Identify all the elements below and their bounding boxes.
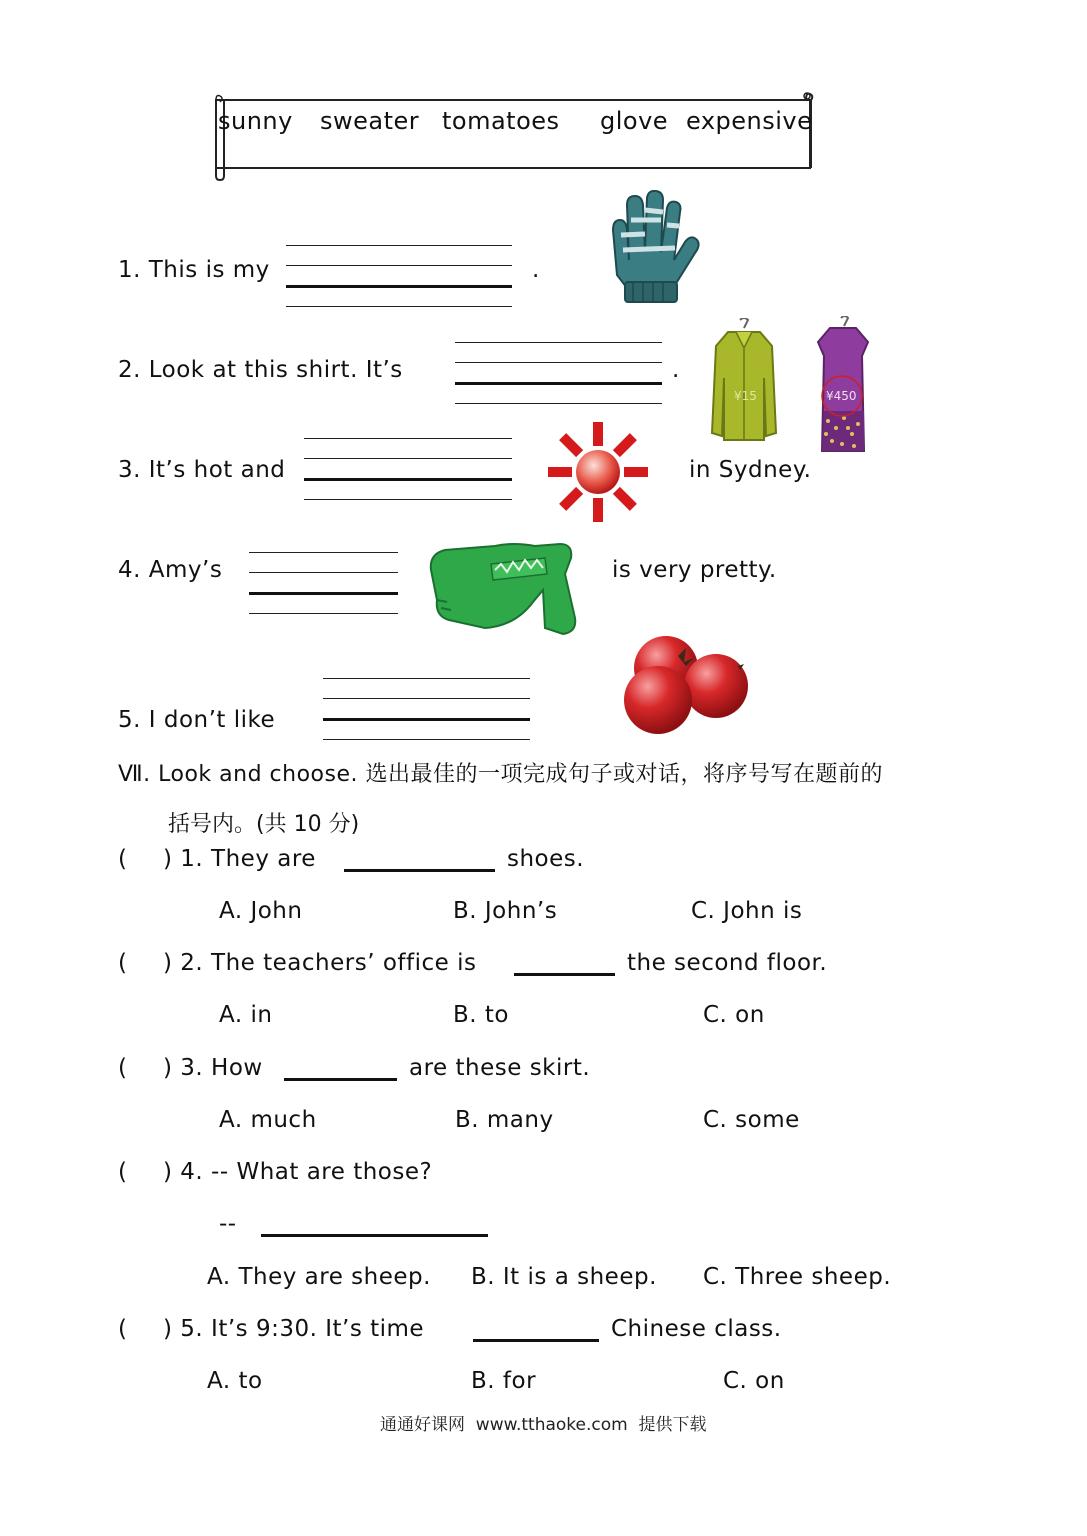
question-3-blank[interactable] xyxy=(284,1078,397,1081)
writing-lines-2[interactable] xyxy=(455,342,662,406)
sweater-icon xyxy=(425,540,577,638)
question-1-stem: ) 1. They are xyxy=(163,846,316,872)
fill-in-4-end: is very pretty. xyxy=(612,557,777,583)
fill-in-1-end: . xyxy=(532,257,540,283)
word-bank-item: glove xyxy=(600,107,669,135)
word-bank xyxy=(210,90,815,182)
question-3-option-a[interactable]: A. much xyxy=(219,1107,317,1133)
scroll-frame xyxy=(210,90,815,182)
shirt-icon xyxy=(710,318,778,443)
question-3-stem: ) 3. How xyxy=(163,1055,263,1081)
fill-in-5-text: 5. I don’t like xyxy=(118,707,276,733)
question-5-option-b[interactable]: B. for xyxy=(471,1368,537,1394)
question-1-option-c[interactable]: C. John is xyxy=(691,898,803,924)
answer-paren: ( xyxy=(118,1159,128,1185)
shirt-price-tag: ¥15 xyxy=(734,389,757,403)
question-1-stem-end: shoes. xyxy=(507,846,585,872)
question-1-blank[interactable] xyxy=(344,869,495,872)
writing-lines-3[interactable] xyxy=(304,438,512,502)
section-7-title-cont: 括号内。(共 10 分) xyxy=(168,812,360,837)
word-bank-item: expensive xyxy=(686,107,813,135)
question-4-stem: ) 4. -- What are those? xyxy=(163,1159,433,1185)
writing-lines-4[interactable] xyxy=(249,552,398,616)
question-4-option-b[interactable]: B. It is a sheep. xyxy=(471,1264,657,1290)
question-2-stem: ) 2. The teachers’ office is xyxy=(163,950,477,976)
dress-price-tag: ¥450 xyxy=(826,389,857,403)
question-4-option-a[interactable]: A. They are sheep. xyxy=(207,1264,431,1290)
writing-lines-1[interactable] xyxy=(286,245,512,309)
question-5-option-a[interactable]: A. to xyxy=(207,1368,263,1394)
answer-paren: ( xyxy=(118,1055,128,1081)
question-1-option-a[interactable]: A. John xyxy=(219,898,303,924)
question-4-blank[interactable] xyxy=(261,1234,488,1237)
glove-icon xyxy=(605,190,700,305)
word-bank-item: tomatoes xyxy=(442,107,560,135)
word-bank-item: sweater xyxy=(320,107,420,135)
fill-in-3-text: 3. It’s hot and xyxy=(118,457,286,483)
writing-lines-5[interactable] xyxy=(323,678,530,742)
answer-paren: ( xyxy=(118,1316,128,1342)
question-2-option-b[interactable]: B. to xyxy=(453,1002,509,1028)
section-7-title: Ⅶ. Look and choose. 选出最佳的一项完成句子或对话，将序号写在题前的 xyxy=(118,762,883,787)
question-5-option-c[interactable]: C. on xyxy=(723,1368,785,1394)
question-2-stem-end: the second floor. xyxy=(627,950,828,976)
fill-in-4-text: 4. Amy’s xyxy=(118,557,223,583)
question-5-stem-end: Chinese class. xyxy=(611,1316,782,1342)
fill-in-3-end: in Sydney. xyxy=(689,457,812,483)
fill-in-1-text: 1. This is my xyxy=(118,257,270,283)
word-bank-item: sunny xyxy=(218,107,293,135)
tomatoes-icon xyxy=(620,628,752,738)
question-1-option-b[interactable]: B. John’s xyxy=(453,898,558,924)
question-2-option-a[interactable]: A. in xyxy=(219,1002,273,1028)
question-3-option-b[interactable]: B. many xyxy=(455,1107,554,1133)
fill-in-2-text: 2. Look at this shirt. It’s xyxy=(118,357,403,383)
page-footer: 通通好课网 www.tthaoke.com 提供下载 xyxy=(380,1415,707,1435)
sun-icon xyxy=(546,420,650,524)
question-5-stem: ) 5. It’s 9:30. It’s time xyxy=(163,1316,425,1342)
answer-paren: ( xyxy=(118,846,128,872)
question-3-option-c[interactable]: C. some xyxy=(703,1107,800,1133)
question-2-option-c[interactable]: C. on xyxy=(703,1002,765,1028)
question-3-stem-end: are these skirt. xyxy=(409,1055,591,1081)
question-4-dash: -- xyxy=(219,1211,237,1237)
dress-icon xyxy=(808,316,878,456)
question-5-blank[interactable] xyxy=(473,1339,599,1342)
question-2-blank[interactable] xyxy=(514,973,615,976)
fill-in-2-end: . xyxy=(672,357,680,383)
question-4-option-c[interactable]: C. Three sheep. xyxy=(703,1264,892,1290)
answer-paren: ( xyxy=(118,950,128,976)
